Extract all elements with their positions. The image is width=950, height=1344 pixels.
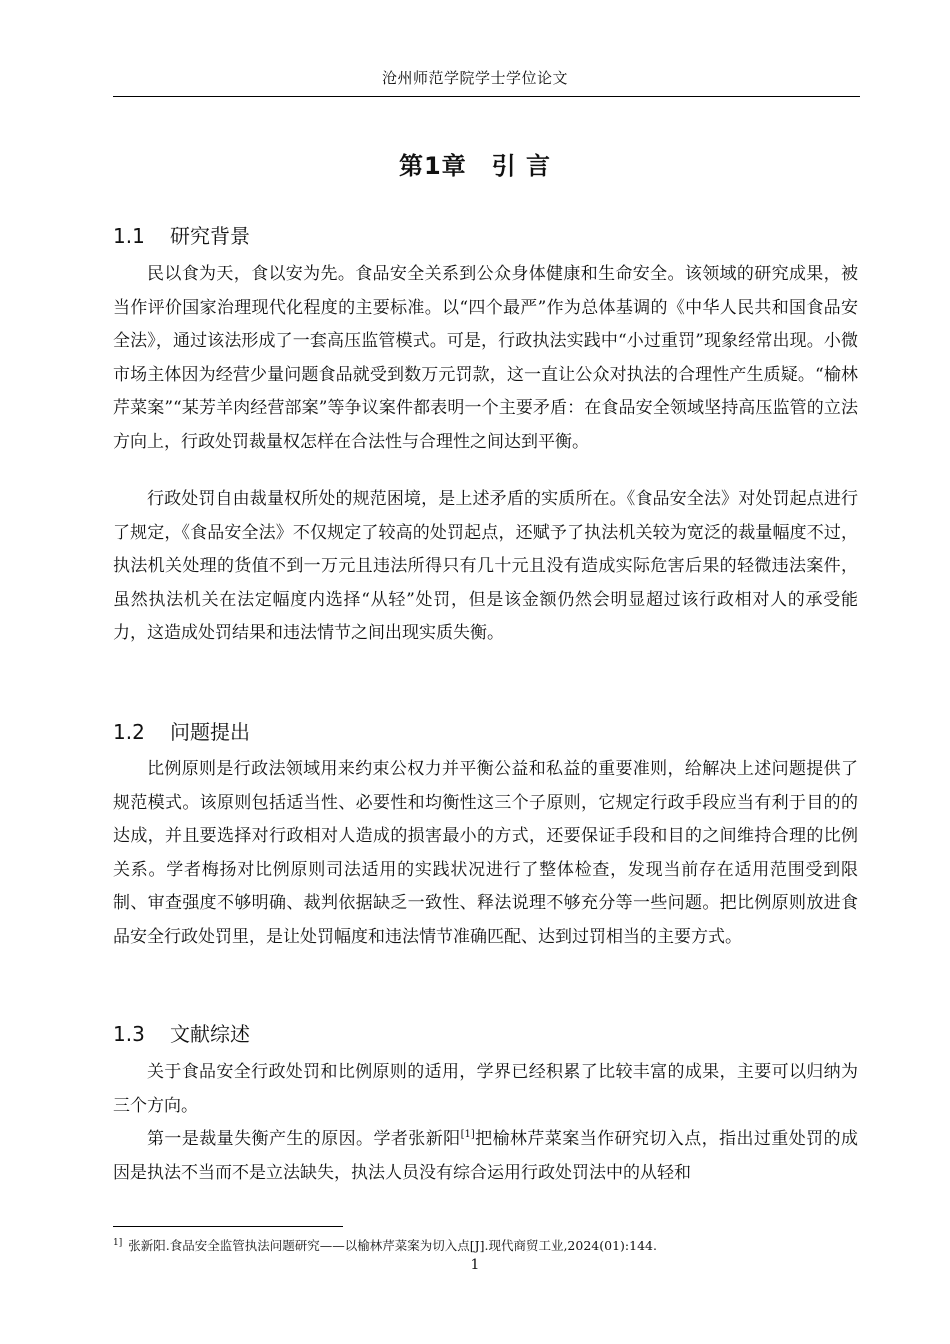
paragraph-text: 第一是裁量失衡产生的原因。学者张新阳 — [147, 1129, 461, 1149]
section-number: 1.1 — [113, 224, 145, 248]
paragraph: 民以食为天，食以安为先。食品安全关系到公众身体健康和生命安全。该领域的研究成果，被当作评价国家治理现代化程度的主要标准。以“四个最严”作为总体基调的《中华人民共和国食品安全法》，通过该法形成了一套高压监管模式。可是，行政执法实践中“小过重罚”现象经常出现。小微市场主体因为经营少量问题食品就受到数万元罚款，这一直让公众对执法的合理性产生质疑。“榆林芹菜案”“某芳羊肉经营部案”等争议案件都表明一个主要矛盾：在食品安全领域坚持高压监管的立法方向上，行政处罚裁量权怎样在合法性与合理性之间达到平衡。 — [113, 264, 858, 452]
paragraph: 比例原则是行政法领域用来约束公权力并平衡公益和私益的重要准则，给解决上述问题提供了规范模式。该原则包括适当性、必要性和均衡性这三个子原则，它规定行政手段应当有利于目的的达成，并且要选择对行政相对人造成的损害最小的方式，还要保证手段和目的之间维持合理的比例关系。学者梅扬对比例原则司法适用的实践状况进行了整体检查，发现当前存在适用范围受到限制、审查强度不够明确、裁判依据缺乏一致性、释法说理不够充分等一些问题。把比例原则放进食品安全行政处罚里，是让处罚幅度和违法情节准确匹配、达到过罚相当的主要方式。 — [113, 759, 858, 947]
footnote-rule — [113, 1226, 343, 1227]
section-number: 1.3 — [113, 1022, 145, 1046]
chapter-title: 第1章 引 言 — [398, 152, 552, 180]
footnote-marker: 1] — [113, 1238, 123, 1248]
paragraph: 关于食品安全行政处罚和比例原则的适用，学界已经积累了比较丰富的成果，主要可以归纳为三个方向。 — [113, 1062, 858, 1116]
section-title: 问题提出 — [170, 720, 250, 744]
footnote-text: 张新阳.食品安全监管执法问题研究——以榆林芹菜案为切入点[J].现代商贸工业,2024(01):144. — [128, 1238, 657, 1253]
paragraph: 行政处罚自由裁量权所处的规范困境，是上述矛盾的实质所在。《食品安全法》对处罚起点进行了规定，《食品安全法》不仅规定了较高的处罚起点，还赋予了执法机关较为宽泛的裁量幅度不过，执法机关处理的货值不到一万元且违法所得只有几十元且没有造成实际危害后果的轻微违法案件，虽然执法机关在法定幅度内选择“从轻”处罚，但是该金额仍然会明显超过该行政相对人的承受能力，这造成处罚结果和违法情节之间出现实质失衡。 — [113, 489, 858, 644]
section-title: 研究背景 — [170, 224, 250, 248]
section-heading-1-2 — [113, 716, 250, 745]
section-heading-1-1 — [113, 220, 250, 249]
running-header: 沧州师范学院学士学位论文 — [381, 69, 568, 87]
citation-marker[interactable]: [1] — [460, 1129, 475, 1140]
section-heading-1-3 — [113, 1018, 250, 1047]
paragraph-with-citation — [113, 1123, 858, 1190]
header-rule — [113, 96, 860, 97]
section-number: 1.2 — [113, 720, 145, 744]
section-title: 文献综述 — [170, 1022, 250, 1046]
page-number: 1 — [470, 1257, 480, 1273]
paragraph-text: 把榆林芹菜案当作研究切入点，指出过重处罚的成因是执法不当而不是立法缺失，执法人员没有综合运用行政处罚法中的从轻和 — [113, 1129, 859, 1183]
footnote — [113, 1236, 657, 1254]
